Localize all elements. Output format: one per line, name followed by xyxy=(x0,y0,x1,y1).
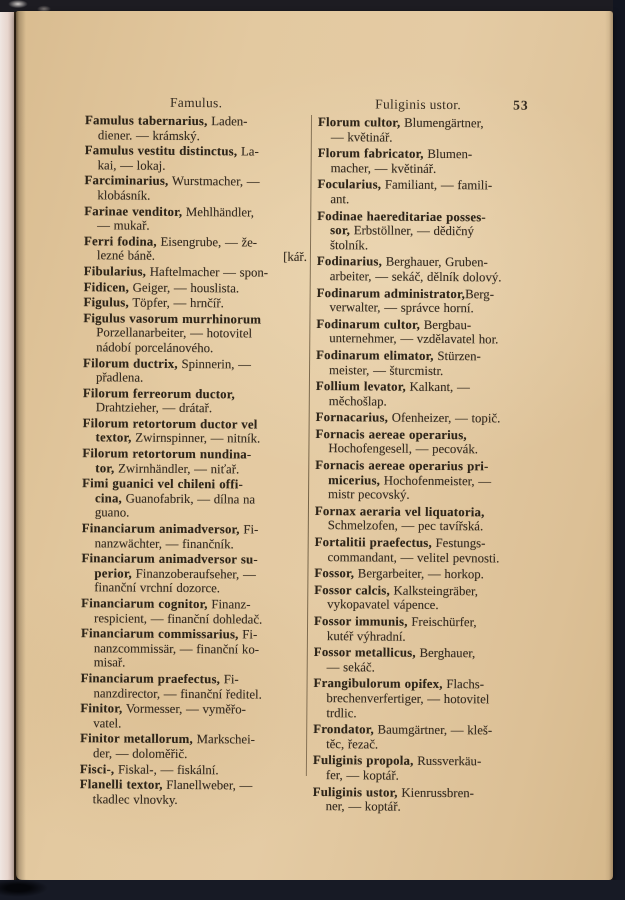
entry-line: Florum fabricator, Blumen- xyxy=(317,146,473,162)
dictionary-entry xyxy=(318,146,551,177)
entry-line: Hochofengesell, — pecovák. xyxy=(328,441,479,457)
dictionary-entry xyxy=(317,254,550,285)
entry-line: Financiarum commissarius, Fi- xyxy=(80,626,258,642)
dictionary-entry xyxy=(84,204,309,235)
book-page xyxy=(16,11,613,880)
entry-line: Filorum retortorum nundina- xyxy=(82,446,252,462)
entry-line: Fodinae haereditariae posses- xyxy=(317,208,486,224)
entry-line: misař. xyxy=(93,655,126,670)
entry-line: der, — doloměřič. xyxy=(92,746,188,761)
entry-line: lezné báně. [kář. xyxy=(96,248,307,265)
entry-line: vykopavatel vápence. xyxy=(327,597,439,613)
page-number: 53 xyxy=(513,97,529,113)
entry-line: měchošlap. xyxy=(328,393,387,409)
entry-line: Famulus vestitu distinctus, La- xyxy=(84,143,259,159)
entry-line: Fortalitii praefectus, Festungs- xyxy=(314,535,486,551)
dictionary-entry xyxy=(316,348,549,379)
dictionary-entry xyxy=(82,416,307,447)
entry-line: perior, Finanzoberaufseher, — xyxy=(94,566,256,582)
dictionary-entry xyxy=(84,174,309,205)
entry-line: Filorum ferreorum ductor, xyxy=(82,385,235,402)
entry-line: přadlena. xyxy=(95,370,144,385)
dictionary-entry xyxy=(81,626,306,672)
entry-line: Focularius, Familiant, — famili- xyxy=(317,177,493,193)
entry-line: arbeiter, — sekáč, dělník dolový. xyxy=(329,269,502,285)
entry-line: Fisci-, Fiskal-, — fiskální. xyxy=(79,761,219,777)
dictionary-entry xyxy=(314,645,547,676)
dictionary-entry xyxy=(84,280,309,296)
entry-line: verwalter, — správce horní. xyxy=(329,300,474,316)
entry-line: Fossor metallicus, Berghauer, xyxy=(313,645,476,661)
entry-line: Schmelzofen, — pec tavířská. xyxy=(327,518,484,534)
dictionary-entry xyxy=(315,504,548,535)
entry-line: unternehmer, — vzdělavatel hor. xyxy=(329,331,499,347)
dictionary-entry xyxy=(316,286,549,317)
entry-line: Financiarum animadversor, Fi- xyxy=(81,521,259,537)
dictionary-entry xyxy=(80,762,305,778)
entry-line: kai, — lokaj. xyxy=(97,158,166,173)
dictionary-entry xyxy=(81,596,306,627)
running-head xyxy=(16,94,613,113)
dictionary-entry xyxy=(84,264,309,280)
entry-line: Fidicen, Geiger, — houslista. xyxy=(83,279,240,295)
entry-line: cina, Guanofabrik, — dílna na xyxy=(94,491,256,507)
entry-line: Famulus tabernarius, Laden- xyxy=(84,113,248,129)
entry-line: Fimi guanici vel chileni offi- xyxy=(82,476,244,492)
dictionary-entry xyxy=(80,701,305,732)
dictionary-entry xyxy=(80,671,305,702)
entry-line: Follium levator, Kalkant, — xyxy=(315,379,470,395)
entry-line: mistr pecovský. xyxy=(328,487,410,502)
entry-line: commandant, — velitel pevnosti. xyxy=(327,549,500,566)
entry-line: Fodinarius, Berghauer, Gruben- xyxy=(316,254,488,270)
entry-line: Financiarum praefectus, Fi- xyxy=(80,671,239,687)
dictionary-entry xyxy=(317,177,550,208)
dictionary-entry xyxy=(314,583,547,614)
entry-line: nanzwächter, — finančník. xyxy=(94,535,234,551)
catchword: [kář. xyxy=(283,250,307,265)
entry-line: finanční vrchní dozorce. xyxy=(94,580,221,596)
dictionary-entry xyxy=(84,295,309,311)
dictionary-entry xyxy=(85,113,310,144)
entry-line: brechenverfertiger, — hotovitel xyxy=(326,691,490,707)
entry-line: nanzdirector, — finanční ředitel. xyxy=(93,685,262,702)
entry-line: Fossor calcis, Kalksteingräber, xyxy=(314,582,479,599)
entry-line: Fuliginis ustor, Kienrussbren- xyxy=(312,784,475,800)
dictionary-entry xyxy=(83,356,308,387)
dictionary-entry xyxy=(80,777,305,808)
entry-line: trdlic. xyxy=(326,705,357,720)
entry-line: Fornax aeraria vel liquatoria, xyxy=(314,503,485,520)
entry-line: guano. xyxy=(94,505,130,520)
entry-line: Ferri fodina, Eisengrube, — že- xyxy=(83,233,258,250)
entry-line: Finitor, Vormesser, — vyměřo- xyxy=(80,701,246,717)
entry-line: meister, — šturcmistr. xyxy=(328,362,444,378)
entry-line: — mukař. xyxy=(97,218,150,233)
dictionary-entry xyxy=(313,753,546,784)
entry-line: respicient, — finanční dohledač. xyxy=(94,610,263,627)
entry-line: tkadlec vlnovky. xyxy=(92,791,178,807)
running-head-left-keyword: Famulus. xyxy=(169,94,223,111)
dictionary-entry xyxy=(316,410,549,426)
entry-line: ner, — koptář. xyxy=(325,799,401,814)
entry-line: Figulus vasorum murrhinorum xyxy=(83,310,262,327)
dictionary-entry xyxy=(315,458,548,504)
dictionary-entry xyxy=(315,427,548,458)
dictionary-entry xyxy=(313,722,546,753)
entry-line: Farinae venditor, Mehlhändler, xyxy=(84,203,255,220)
dictionary-entry xyxy=(313,785,546,816)
entry-line: těc, řezač. xyxy=(326,736,379,752)
entry-line: Fornacis aereae operarius pri- xyxy=(315,458,489,474)
dictionary-entry xyxy=(314,614,547,645)
dictionary-entry xyxy=(316,317,549,348)
entry-line: fer, — koptář. xyxy=(325,768,399,783)
entry-line: macher, — květinář. xyxy=(330,160,437,176)
entry-line: Fornacarius, Ofenheizer, — topič. xyxy=(315,410,501,426)
dictionary-entry xyxy=(81,551,306,597)
dictionary-entry xyxy=(316,379,549,410)
entry-line: Financiarum cognitor, Finanz- xyxy=(81,596,251,612)
entry-line: — sekáč. xyxy=(326,659,375,675)
entry-line: nádobí porcelánového. xyxy=(96,340,214,356)
entry-line: Filorum ductrix, Spinnerin, — xyxy=(83,355,252,371)
dictionary-entry xyxy=(85,143,310,174)
scan-edge-bottom xyxy=(0,880,625,900)
entry-line: Florum cultor, Blumengärtner, xyxy=(317,115,484,131)
entry-line: Farciminarius, Wurstmacher, — xyxy=(84,173,260,189)
entry-line: tor, Zwirnhändler, — niťař. xyxy=(95,460,240,477)
entry-line: Figulus, Töpfer, — hrnčíř. xyxy=(83,295,224,311)
entry-line: micerius, Hochofenmeister, — xyxy=(328,472,492,489)
entry-line: Flanelli textor, Flanellweber, — xyxy=(79,777,253,793)
dictionary-entry xyxy=(313,676,546,722)
dictionary-entry xyxy=(83,386,308,417)
entry-line: Drahtzieher, — drátař. xyxy=(95,400,213,416)
entry-line: kutéř výhradní. xyxy=(326,628,406,644)
dictionary-entry xyxy=(83,311,308,357)
entry-line: Fossor immunis, Freischürfer, xyxy=(314,614,477,630)
entry-line: — květinář. xyxy=(330,129,393,145)
running-head-right-keyword: Fuliginis ustor. xyxy=(375,96,462,113)
entry-line: štolník. xyxy=(329,237,369,253)
entry-line: Fossor, Bergarbeiter, — horkop. xyxy=(314,566,484,582)
dictionary-entry xyxy=(80,732,305,763)
entry-line: vatel. xyxy=(93,716,122,731)
dictionary-entry xyxy=(82,446,307,477)
page-content xyxy=(10,9,614,883)
dictionary-entry xyxy=(317,209,550,255)
entry-line: Frangibulorum opifex, Flachs- xyxy=(313,676,485,692)
dictionary-entry xyxy=(318,115,551,146)
entry-line: Fornacis aereae operarius, xyxy=(315,426,467,443)
entry-line: Porzellanarbeiter, — hotovitel xyxy=(96,325,253,341)
entry-line: Financiarum animadversor su- xyxy=(81,551,258,567)
entry-line: Filorum retortorum ductor vel xyxy=(82,416,258,432)
entry-line: Fibularius, Haftelmacher — spon- xyxy=(83,264,269,280)
entry-line: Fodinarum cultor, Bergbau- xyxy=(316,316,472,332)
entry-line: nanzcommissär, — finanční ko- xyxy=(93,641,260,657)
entry-line: klobásník. xyxy=(97,188,151,203)
dictionary-entry xyxy=(82,521,307,552)
entry-line: sor, Erbstöllner, — dědičný xyxy=(330,223,475,239)
entry-line: Frondator, Baumgärtner, — kleš- xyxy=(313,722,493,738)
dictionary-entry xyxy=(84,234,309,265)
left-column xyxy=(80,113,310,809)
dictionary-entry xyxy=(82,476,307,522)
dictionary-entry xyxy=(315,535,548,566)
entry-line: textor, Zwirnspinner, — nitník. xyxy=(95,430,261,447)
entry-line: ant. xyxy=(330,192,350,207)
entry-line: Fodinarum administrator,Berg- xyxy=(316,285,495,301)
entry-line: Fuliginis propola, Russverkäu- xyxy=(312,753,482,769)
entry-line: diener. — krámský. xyxy=(97,127,200,143)
right-column xyxy=(313,115,551,818)
entry-line: Fodinarum elimator, Stürzen- xyxy=(316,347,481,364)
dictionary-entry xyxy=(314,566,547,582)
scan-edge-right xyxy=(613,0,625,900)
entry-line: Finitor metallorum, Markschei- xyxy=(80,731,256,747)
